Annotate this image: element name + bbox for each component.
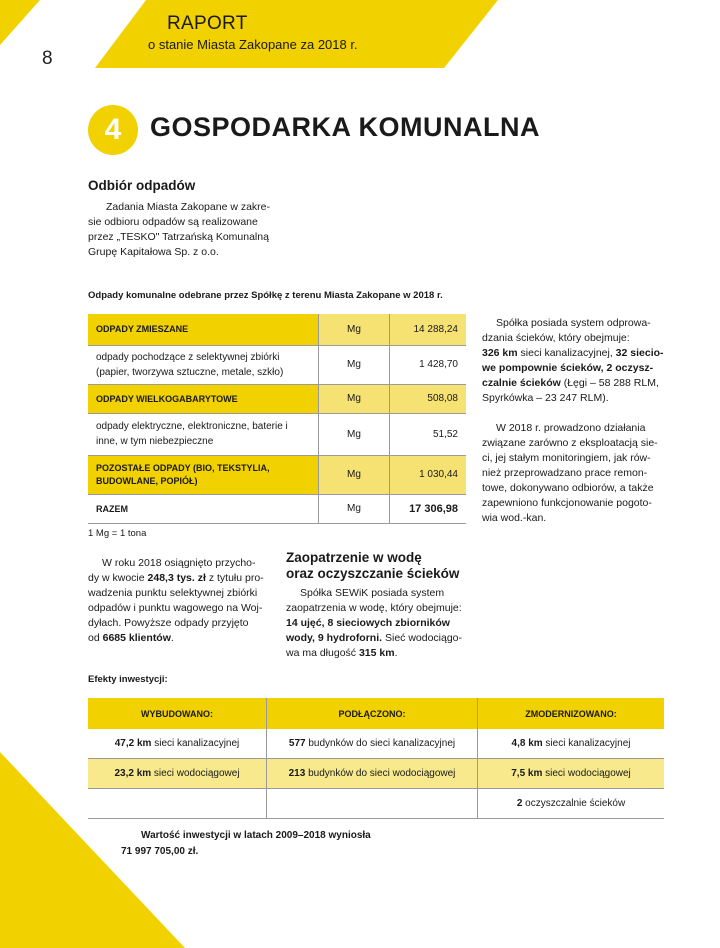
text-line: czalnie ścieków (Łęgi – 58 288 RLM,: [482, 377, 659, 389]
table-cell: 2 oczyszczalnie ścieków: [478, 789, 665, 819]
table-row: [88, 413, 466, 455]
table-row: [88, 345, 466, 384]
text-line: sie odbioru odpadów są realizowane: [88, 216, 258, 228]
table-row: [88, 455, 466, 494]
table-cell: [267, 789, 478, 819]
text-line: Spyrkówka – 23 247 RLM).: [482, 392, 609, 404]
table-cell: 7,5 km sieci wodociągowej: [478, 759, 665, 789]
summary-line: Wartość inwestycji w latach 2009–2018 wyniosła: [141, 830, 371, 841]
text-line: W 2018 r. prowadzono działania: [496, 422, 646, 434]
column-header: WYBUDOWANO:: [88, 698, 267, 729]
selective-collection-text: [88, 556, 278, 646]
report-title: RAPORT: [167, 13, 248, 34]
unit-cell: Mg: [319, 413, 390, 455]
corner-triangle-top-left: [0, 0, 40, 45]
heading-line: Zaopatrzenie w wodę: [286, 550, 422, 565]
waste-collection-text: [88, 200, 288, 260]
table-cell: 4,8 km sieci kanalizacyjnej: [478, 729, 665, 759]
value-cell: 508,08: [390, 384, 467, 413]
unit-cell: Mg: [319, 314, 390, 345]
unit-cell: Mg: [319, 384, 390, 413]
investments-heading: Efekty inwestycji:: [88, 674, 168, 685]
chapter-number-badge: 4: [88, 105, 138, 155]
column-header: PODŁĄCZONO:: [267, 698, 478, 729]
text-line: wia wod.-kan.: [482, 512, 547, 524]
header-band: [95, 0, 498, 68]
text-line: Zadania Miasta Zakopane w zakre-: [106, 201, 270, 213]
text-line: 326 km sieci kanalizacyjnej, 32 siecio-: [482, 347, 664, 359]
text-line: przez „TESKO" Tatrzańską Komunalną: [88, 231, 269, 243]
text-line: nież przeprowadzano prace remon-: [482, 467, 648, 479]
column-header: ZMODERNIZOWANO:: [478, 698, 665, 729]
text-line: towe, dokonywano odbiorów, a także: [482, 482, 654, 494]
waste-type-cell: POZOSTAŁE ODPADY (BIO, TEKSTYLIA, BUDOWLANE, POPIÓŁ): [88, 455, 319, 494]
investment-summary: [121, 828, 371, 860]
text-line: odpadów i punktu wagowego na Woj-: [88, 602, 263, 614]
value-cell: 1 428,70: [390, 345, 467, 384]
water-supply-text: [286, 586, 476, 661]
table-cell: 213 budynków do sieci wodociągowej: [267, 759, 478, 789]
unit-cell: Mg: [319, 345, 390, 384]
table-header-row: [88, 698, 664, 729]
text-line: Spółka posiada system odprowa-: [496, 317, 651, 329]
text-line: dyłach. Powyższe odpady przyjęto: [88, 617, 249, 629]
value-cell: 51,52: [390, 413, 467, 455]
text-line: 14 ujęć, 8 sieciowych zbiorników: [286, 617, 450, 629]
text-line: wody, 9 hydroforni. Sieć wodociągo-: [286, 632, 463, 644]
unit-cell: Mg: [319, 455, 390, 494]
water-supply-heading: [286, 550, 459, 582]
text-line: dzania ścieków, który obejmuje:: [482, 332, 630, 344]
summary-line: 71 997 705,00 zł.: [121, 846, 199, 857]
text-line: Grupę Kapitałowa Sp. z o.o.: [88, 246, 219, 258]
text-line: związane zarówno z eksploatacją sie-: [482, 437, 658, 449]
table-row: [88, 384, 466, 413]
investments-table: [88, 698, 664, 819]
waste-table: [88, 314, 466, 524]
waste-type-cell: ODPADY WIELKOGABARYTOWE: [88, 384, 319, 413]
waste-type-cell: odpady elektryczne, elektroniczne, baterie i inne, w tym niebezpieczne: [88, 413, 319, 455]
table-row: [88, 789, 664, 819]
text-line: ci, jej stałym monitoringiem, jak rów-: [482, 452, 651, 464]
chapter-title: GOSPODARKA KOMUNALNA: [150, 112, 540, 142]
table-cell: 47,2 km sieci kanalizacyjnej: [88, 729, 267, 759]
waste-type-cell: RAZEM: [88, 494, 319, 523]
waste-collection-heading: Odbiór odpadów: [88, 178, 196, 193]
waste-type-cell: odpady pochodzące z selektywnej zbiórki (papier, tworzywa sztuczne, metale, szkło): [88, 345, 319, 384]
report-subtitle: o stanie Miasta Zakopane za 2018 r.: [148, 37, 358, 52]
waste-type-cell: ODPADY ZMIESZANE: [88, 314, 319, 345]
value-cell: 14 288,24: [390, 314, 467, 345]
sewage-system-text: [482, 316, 667, 526]
table-row: [88, 759, 664, 789]
value-cell: 17 306,98: [390, 494, 467, 523]
table-cell: 23,2 km sieci wodociągowej: [88, 759, 267, 789]
text-line: wadzenia punktu selektywnej zbiórki: [88, 587, 258, 599]
text-line: Spółka SEWiK posiada system: [300, 587, 445, 599]
page-number: 8: [42, 48, 53, 69]
waste-table-caption: Odpady komunalne odebrane przez Spółkę z terenu Miasta Zakopane w 2018 r.: [88, 290, 443, 301]
table-row: [88, 729, 664, 759]
text-line: od 6685 klientów.: [88, 632, 174, 644]
table-cell: 577 budynków do sieci kanalizacyjnej: [267, 729, 478, 759]
unit-cell: Mg: [319, 494, 390, 523]
value-cell: 1 030,44: [390, 455, 467, 494]
text-line: zaopatrzenia w wodę, który obejmuje:: [286, 602, 462, 614]
table-row: [88, 314, 466, 345]
text-line: wa ma długość 315 km.: [286, 647, 398, 659]
table-footnote: 1 Mg = 1 tona: [88, 528, 147, 539]
text-line: we pompownie ścieków, 2 oczysz-: [482, 362, 654, 374]
text-line: W roku 2018 osiągnięto przycho-: [102, 557, 256, 569]
table-cell: [88, 789, 267, 819]
heading-line: oraz oczyszczanie ścieków: [286, 566, 460, 581]
table-row-total: [88, 494, 466, 523]
text-line: zapewniono funkcjonowanie pogoto-: [482, 497, 652, 509]
text-line: dy w kwocie 248,3 tys. zł z tytułu pro-: [88, 572, 264, 584]
